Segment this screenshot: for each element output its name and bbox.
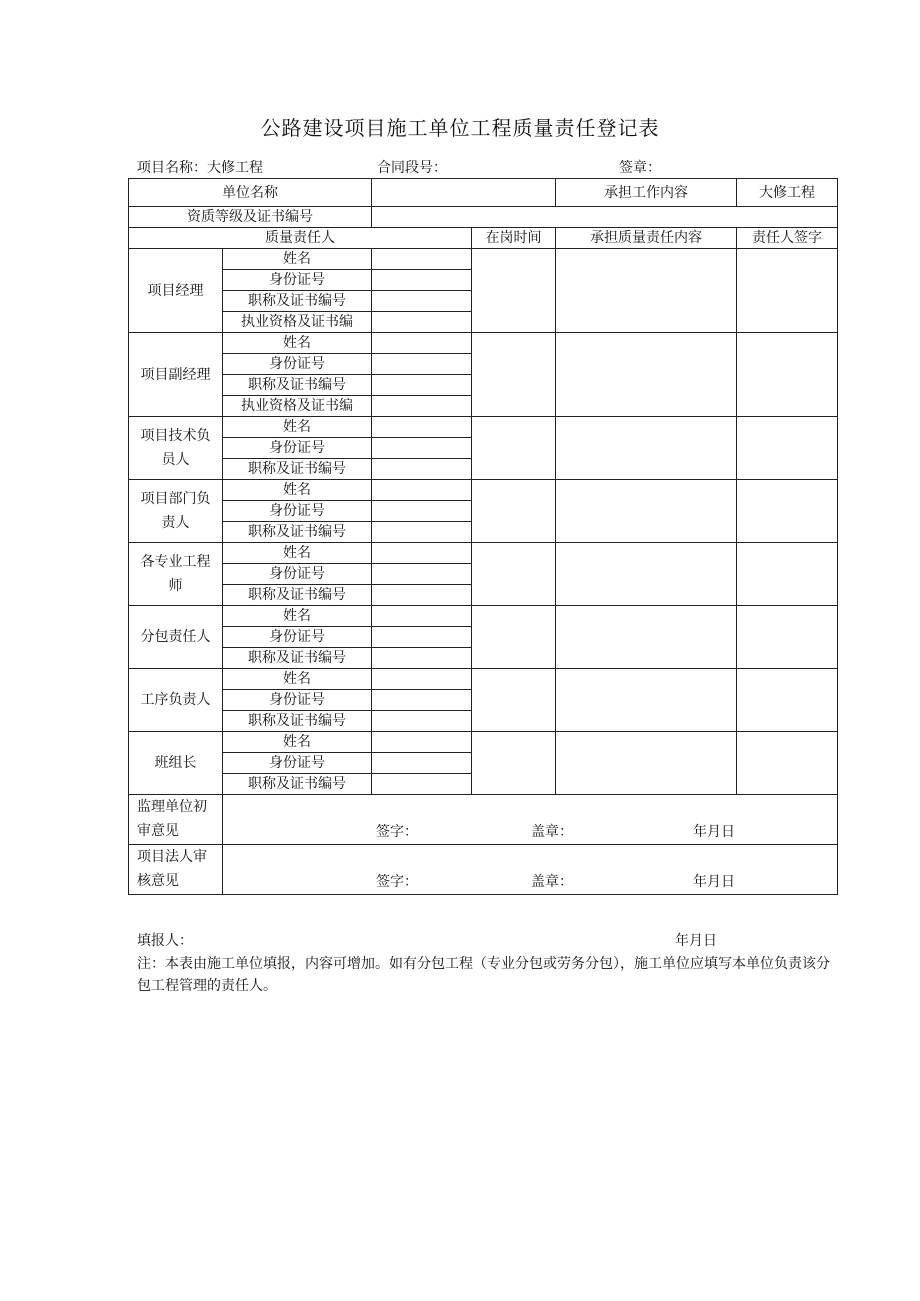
field-label: 身份证号 [223, 501, 372, 522]
project-name-label: 项目名称：大修工程 [137, 160, 263, 176]
field-value-input[interactable] [372, 606, 472, 627]
field-label: 职称及证书编号 [223, 585, 372, 606]
role-label-line: 责人 [161, 515, 190, 531]
field-label: 职称及证书编号 [223, 774, 372, 795]
audit-label-line: 核意见 [137, 873, 179, 889]
on-duty-time-cell[interactable] [472, 480, 556, 543]
field-label: 姓名 [223, 543, 372, 564]
on-duty-time-cell[interactable] [472, 417, 556, 480]
field-value-input[interactable] [372, 690, 472, 711]
field-label: 姓名 [223, 249, 372, 270]
table-row [129, 249, 838, 270]
field-label: 姓名 [223, 333, 372, 354]
table-row [129, 480, 838, 501]
responsibility-content-cell[interactable] [556, 732, 737, 795]
qualification-field[interactable] [372, 207, 838, 228]
role-cell [129, 249, 223, 333]
role-label-line: 师 [168, 578, 183, 594]
on-duty-time-cell[interactable] [472, 669, 556, 732]
field-label: 姓名 [223, 480, 372, 501]
responsibility-content-cell[interactable] [556, 249, 737, 333]
audit-row [129, 795, 838, 845]
audit-sign-label: 签字： [376, 874, 418, 890]
table-row [129, 333, 838, 354]
role-label: 项目副经理 [140, 366, 211, 383]
unit-name-label: 单位名称 [129, 179, 372, 207]
audit-opinion-cell[interactable] [223, 845, 838, 895]
field-label: 姓名 [223, 732, 372, 753]
field-label: 执业资格及证书编 [223, 396, 372, 417]
audit-stamp-label: 盖章： [531, 824, 573, 840]
field-label: 身份证号 [223, 270, 372, 291]
role-label-line: 项目部门负 [140, 491, 211, 507]
signature-cell[interactable] [737, 669, 838, 732]
role-label: 班组长 [154, 755, 197, 771]
signature-cell[interactable] [737, 417, 838, 480]
filler-label: 填报人： [137, 933, 193, 949]
responsibility-content-cell[interactable] [556, 606, 737, 669]
signature-cell[interactable] [737, 480, 838, 543]
unit-name-field[interactable] [372, 179, 556, 207]
field-label: 身份证号 [223, 627, 372, 648]
field-value-input[interactable] [372, 627, 472, 648]
responsibility-table [128, 178, 838, 895]
field-value-input[interactable] [372, 543, 472, 564]
field-label: 身份证号 [223, 690, 372, 711]
role-label-line: 各专业工程 [140, 554, 211, 570]
audit-label-line: 项目法人审 [137, 849, 207, 865]
field-label: 身份证号 [223, 438, 372, 459]
field-value-input[interactable] [372, 417, 472, 438]
table-row [129, 669, 838, 690]
role-label: 分包责任人 [140, 629, 211, 645]
field-value-input[interactable] [372, 585, 472, 606]
field-value-input[interactable] [372, 774, 472, 795]
audit-label-line: 监理单位初 [137, 799, 207, 815]
field-label: 职称及证书编号 [223, 522, 372, 543]
role-cell [129, 732, 223, 795]
field-value-input[interactable] [372, 396, 472, 417]
field-label: 姓名 [223, 669, 372, 690]
field-value-input[interactable] [372, 753, 472, 774]
field-value-input[interactable] [372, 270, 472, 291]
field-label: 职称及证书编号 [223, 291, 372, 312]
field-label: 姓名 [223, 606, 372, 627]
responsibility-content-cell[interactable] [556, 417, 737, 480]
col-header-time: 在岗时间 [472, 228, 556, 249]
field-label: 职称及证书编号 [223, 375, 372, 396]
role-label: 工序负责人 [140, 692, 211, 708]
on-duty-time-cell[interactable] [472, 249, 556, 333]
role-cell [129, 417, 223, 480]
role-cell [129, 480, 223, 543]
responsibility-content-cell[interactable] [556, 669, 737, 732]
field-value-input[interactable] [372, 249, 472, 270]
work-content-label: 承担工作内容 [556, 179, 737, 207]
form-title: 公路建设项目施工单位工程质量责任登记表 [260, 116, 660, 140]
on-duty-time-cell[interactable] [472, 606, 556, 669]
table-row [129, 417, 838, 438]
on-duty-time-cell[interactable] [472, 543, 556, 606]
signature-cell[interactable] [737, 249, 838, 333]
audit-label-cell [129, 845, 223, 895]
role-cell [129, 333, 223, 417]
field-value-input[interactable] [372, 375, 472, 396]
qualification-label: 资质等级及证书编号 [129, 207, 372, 228]
field-label: 职称及证书编号 [223, 459, 372, 480]
on-duty-time-cell[interactable] [472, 732, 556, 795]
field-value-input[interactable] [372, 669, 472, 690]
audit-opinion-cell[interactable] [223, 795, 838, 845]
table-row [129, 732, 838, 753]
field-label: 姓名 [223, 417, 372, 438]
role-label: 项目经理 [147, 282, 204, 299]
role-cell [129, 669, 223, 732]
field-value-input[interactable] [372, 354, 472, 375]
field-label: 身份证号 [223, 564, 372, 585]
col-header-sign: 责任人签字 [737, 228, 838, 249]
audit-label-line: 审意见 [137, 823, 179, 839]
table-row [129, 606, 838, 627]
on-duty-time-cell[interactable] [472, 333, 556, 417]
role-label-line: 项目技术负 [140, 428, 211, 444]
field-value-input[interactable] [372, 459, 472, 480]
field-value-input[interactable] [372, 291, 472, 312]
field-label: 身份证号 [223, 354, 372, 375]
filler-date: 年月日 [675, 933, 717, 949]
field-value-input[interactable] [372, 480, 472, 501]
responsibility-content-cell[interactable] [556, 333, 737, 417]
seal-label: 签章： [619, 160, 661, 176]
responsibility-content-cell[interactable] [556, 543, 737, 606]
field-value-input[interactable] [372, 438, 472, 459]
audit-sign-label: 签字： [376, 824, 418, 840]
audit-label-cell [129, 795, 223, 845]
audit-stamp-label: 盖章： [531, 874, 573, 890]
signature-cell[interactable] [737, 333, 838, 417]
audit-row [129, 845, 838, 895]
field-value-input[interactable] [372, 564, 472, 585]
contract-section-label: 合同段号： [377, 160, 447, 176]
signature-cell[interactable] [737, 543, 838, 606]
field-value-input[interactable] [372, 312, 472, 333]
field-value-input[interactable] [372, 333, 472, 354]
table-row [129, 543, 838, 564]
audit-date-label: 年月日 [693, 824, 735, 840]
role-cell [129, 606, 223, 669]
field-value-input[interactable] [372, 522, 472, 543]
field-label: 职称及证书编号 [223, 648, 372, 669]
field-value-input[interactable] [372, 732, 472, 753]
field-value-input[interactable] [372, 648, 472, 669]
field-value-input[interactable] [372, 501, 472, 522]
field-value-input[interactable] [372, 711, 472, 732]
field-label: 职称及证书编号 [223, 711, 372, 732]
signature-cell[interactable] [737, 606, 838, 669]
work-content-field[interactable]: 大修工程 [737, 179, 838, 207]
col-header-content: 承担质量责任内容 [556, 228, 737, 249]
signature-cell[interactable] [737, 732, 838, 795]
role-cell [129, 543, 223, 606]
responsibility-content-cell[interactable] [556, 480, 737, 543]
audit-date-label: 年月日 [693, 874, 735, 890]
col-header-person: 质量责任人 [129, 228, 472, 249]
field-label: 执业资格及证书编 [223, 312, 372, 333]
field-label: 身份证号 [223, 753, 372, 774]
footnote: 注：本表由施工单位填报，内容可增加。如有分包工程（专业分包或劳务分包），施工单位应填写本单位负责该分包工程管理的责任人。 [137, 956, 830, 994]
role-label-line: 员人 [161, 452, 190, 468]
